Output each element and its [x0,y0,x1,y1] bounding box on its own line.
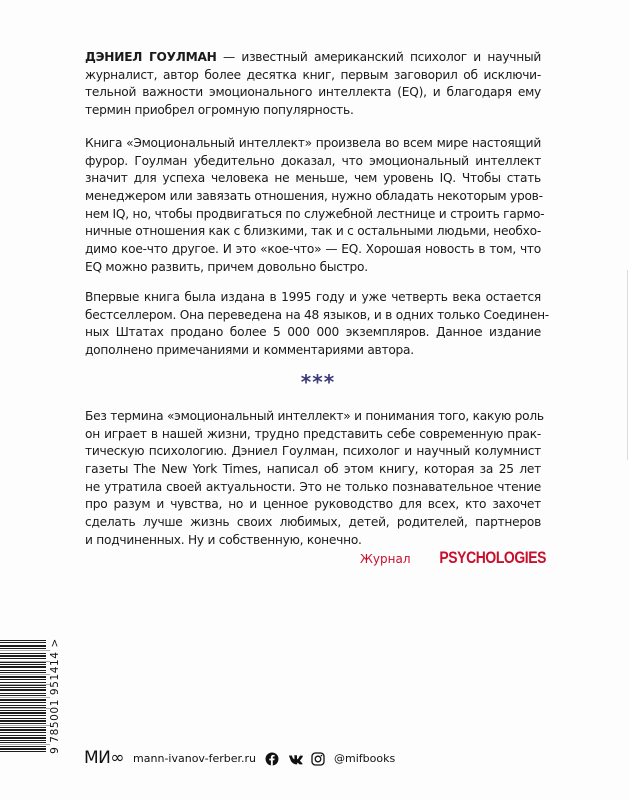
barcode-bar [0,642,46,643]
barcode-bar [0,676,46,677]
barcode-bar [0,664,46,665]
barcode-bar [0,661,50,662]
barcode-bar [0,738,46,739]
barcode-bar [0,727,46,728]
barcode-bar [0,705,46,706]
barcode-bar [0,740,46,741]
barcode-bar [0,667,46,668]
barcode-bar [0,674,50,675]
barcode-bar [0,748,46,749]
author-name: ДЭНИЕЛ ГОУЛМАН [85,50,217,64]
text-line: тическую психологию. Дэниел Гоулман, психолог и научный колумнист [85,444,541,459]
barcode-bar [0,744,50,745]
barcode-bar [0,662,46,663]
barcode-bar [0,702,46,703]
barcode-bar [0,689,46,690]
text-line: Впервые книга была издана в 1995 году и уже четверть века остается [85,290,541,304]
facebook-icon[interactable] [265,751,279,765]
barcode-bar [0,690,46,691]
text-line: фурор. Гоулман убедительно доказал, что эмоциональный интеллект [85,153,541,168]
source-prefix: Журнал [360,552,411,566]
barcode-bar [0,687,46,688]
text-line: ДЭНИЕЛ ГОУЛМАН — известный американский психолог и научный [85,50,541,64]
text-line: ных Штатах продано более 5 000 000 экземпляров. Данное издание [85,325,541,340]
barcode-bar [0,658,46,659]
barcode-bar [0,729,46,730]
barcode-bar [0,646,46,647]
barcode-bar [0,677,46,678]
review-paragraph [85,408,544,550]
barcode-bar [0,656,46,657]
text-line: сделать лучше жизнь своих любимых, детей, родителей, партнеров [85,515,541,530]
barcode-bar [0,672,46,673]
text-line: не утратила своей актуальности. Это не только познавательное чтение [85,479,541,494]
barcode-bar [0,735,46,736]
text-line: Без термина «эмоциональный интеллект» и понимания того, какую роль [85,409,544,423]
website-link[interactable]: mann-ivanov-ferber.ru [133,751,257,765]
barcode-bar [0,648,46,649]
barcode-bar [0,725,50,726]
text-line: газеты The New York Times, написал об этом книгу, которая за 25 лет [85,462,541,477]
text-line: бестселлером. Она переведена на 48 языков, и в одних только Соединен- [85,307,549,322]
barcode-bar [0,751,46,752]
barcode-bar [0,710,46,711]
text-line: дополнено примечаниями и комментариями автора. [85,343,414,358]
barcode-bar [0,742,46,743]
barcode-bar [0,732,46,733]
text-line: термин приобрел огромную популярность. [85,103,354,118]
barcode-bar [0,707,46,708]
barcode-bar [0,715,46,716]
barcode-bar [0,640,46,641]
vk-icon[interactable] [288,751,302,765]
text-line: тельной важности эмоционального интеллекта (EQ), и благодаря ему [85,85,541,100]
publication-paragraph [85,289,549,360]
text-line: значит для успеха человека не меньше, чем уровень IQ. Чтобы стать [85,171,541,186]
barcode-bar [0,720,46,721]
barcode-bar [0,730,46,731]
barcode-bar [0,746,46,747]
barcode-bar [0,737,46,738]
barcode-bar [0,699,46,700]
barcode-bar [0,666,46,667]
barcode-bar [0,723,46,724]
author-paragraph [85,49,541,120]
book-paragraph [85,135,545,277]
review-source [360,548,546,568]
text-line: EQ можно развить, причем довольно быстро. [85,259,368,274]
publisher-footer [84,748,395,768]
source-brand-logo: PSYCHOLOGIES [439,548,546,567]
text-line: и подчиненных. Ну и собственную, конечно. [85,532,362,547]
barcode-bar [0,655,46,656]
barcode-bar [0,650,50,651]
barcode-bar [0,708,50,709]
barcode-bar [0,682,46,683]
section-separator: *** [300,370,336,394]
barcode-bar [0,749,46,750]
barcode-bar [0,718,46,719]
barcode-bar [0,653,46,654]
text-line: ничные отношения как с близкими, так и с остальными людьми, необхо- [85,224,541,239]
text-line: нем IQ, но, чтобы продвигаться по служебной лестнице и строить гармо- [85,206,545,221]
text-line: он играет в нашей жизни, трудно представить себе современную прак- [85,426,541,441]
text-line: димо кое-что другое. И это «кое-что» — EQ. Хорошая новость в том, что [85,242,541,257]
text-line: менеджером или завязать отношения, нужно обладать некоторым уров- [85,189,543,204]
text-line: про разум и чувства, но и ценное руководство для всех, кто захочет [85,497,541,512]
barcode-bar [0,695,46,696]
barcode-digits: 9 785001 951414 > [49,638,61,754]
publisher-logo: МИ∞ [84,748,125,768]
page-edge-line [627,270,628,460]
barcode-bar [0,679,46,680]
barcode-bar [0,684,50,685]
barcode-bars [0,640,50,752]
barcode-bar [0,700,46,701]
barcode-bar [0,645,46,646]
text-line: журналист, автор более десятка книг, первым заговорил об исключи- [85,67,541,82]
barcode-bar [0,697,50,698]
barcode-bar [0,721,46,722]
text-line: Книга «Эмоциональный интеллект» произвела во всем мире настоящий [85,136,541,150]
barcode-bar [0,712,46,713]
social-handle[interactable]: @mifbooks [334,751,396,765]
instagram-icon[interactable] [311,751,325,765]
barcode-bar [0,670,46,671]
barcode-bar [0,713,46,714]
barcode-bar [0,685,46,686]
barcode-bar [0,693,46,694]
